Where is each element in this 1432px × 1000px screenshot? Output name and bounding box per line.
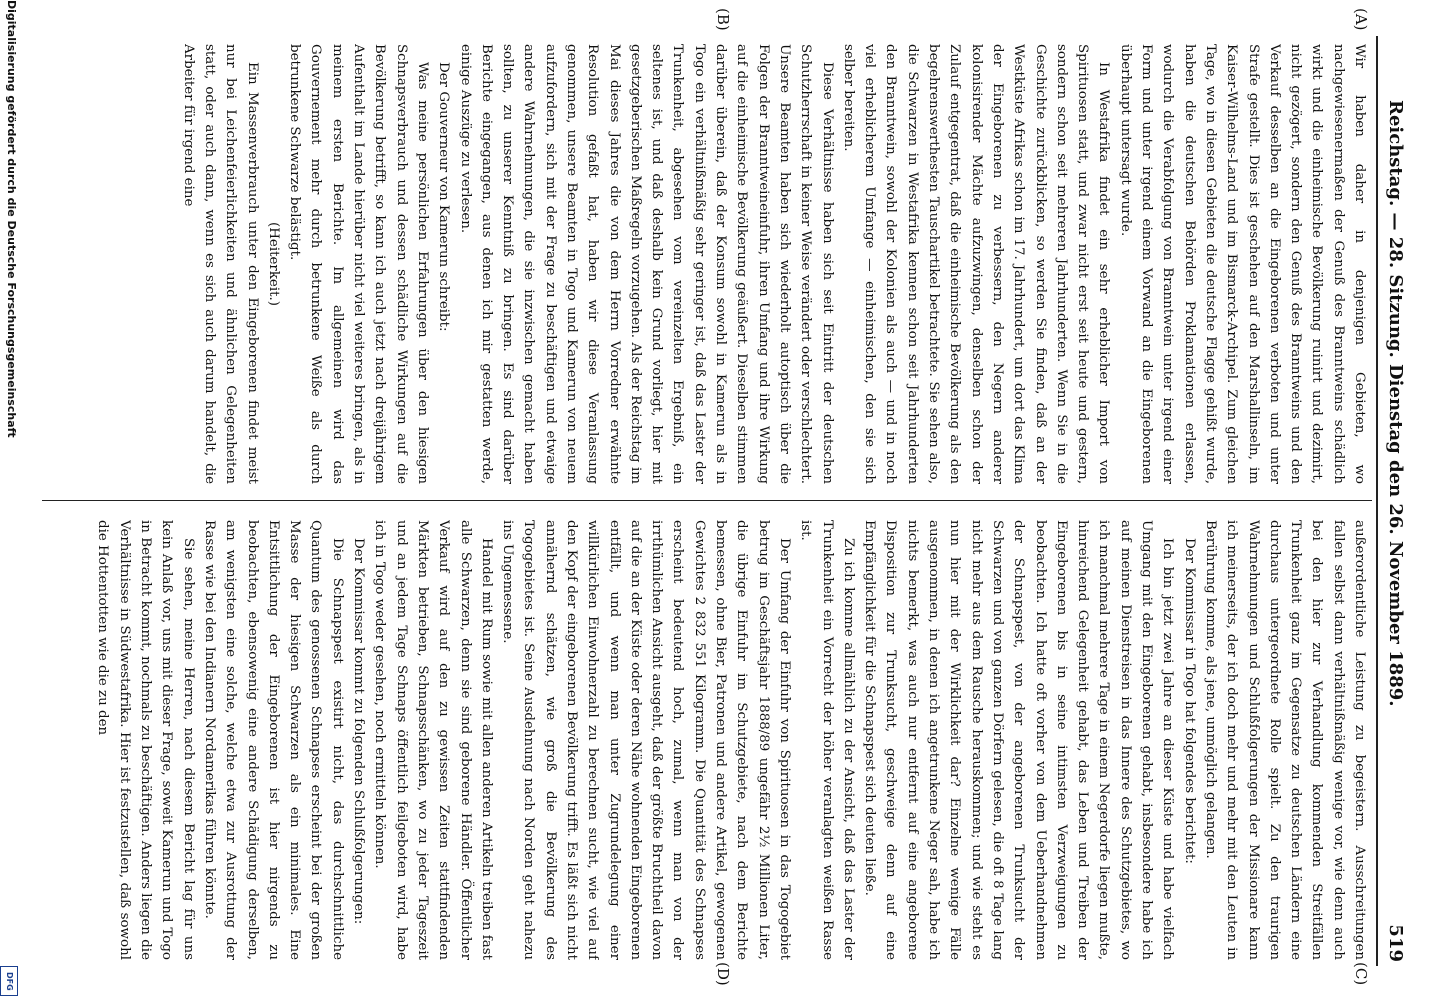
- paragraph: Der Kommissar kommt zu folgenden Schlußfolgerungen:: [351, 538, 367, 925]
- quote-paragraph: Was meine persönlichen Erfahrungen über den hiesigen Schnapsverbrauch und dessen schädliche Wirkungen auf die Bevölkerung betrifft, so kann ich auch jetzt nach dreijährigem Aufenthalt im Lande hierüber nicht viel weiteres bringen, als in meinem ersten Berichte. Im allgemeinen wird das Gouvernement mehr durch betrunkene Weiße als durch betrunkene Schwarze belästigt.: [287, 44, 430, 484]
- interjection: (Heiterkeit.): [265, 222, 281, 306]
- page-number: 519: [1385, 924, 1406, 962]
- header-rule: [1376, 36, 1378, 966]
- paragraph: Wir haben daher in denjenigen Gebieten, wo nachgewiesenermaßen der Genuß des Branntweins schädlich wirkt und die einheimische Bevölkerung ruinirt und dezimirt, nicht gezögert, sondern den Genuß des Branntweins und den Verkauf desselben an die Eingeborenen verboten und unter Strafe gestellt. Dies ist geschehen auf den Marshallinseln, im Kaiser-Wilhelms-Land und im Bismarck-Archipel. Zum gleichen Tage, wo in diesen Gebieten die deutsche Flagge gehißt wurde, haben die deutschen Behörden Proklamationen erlassen, wodurch die Verabfolgung von Branntwein unter irgend einer Form und unter irgend einem Vorwand an die Eingeborenen überhaupt untersagt wurde.: [1117, 44, 1367, 484]
- quote-paragraph: Ein Massenverbrauch unter den Eingeborenen findet meist nur bei Leichenfeierlichkeiten und ähnlichen Gelegenheiten statt, oder auch dann, wenn es sich auch darum handelt, die Arbeiter für irgend eine: [180, 44, 260, 484]
- paragraph: Der Kommissar in Togo hat folgendes berichtet:: [1181, 538, 1197, 864]
- paragraph: Sie sehen, meine Herren, nach diesem Bericht lag für uns kein Anlaß vor, uns mit dieser Frage, soweit Kamerun und Togo in Betracht kommt, nochmals zu beschäftigen. Anders liegen die Verhältnisse in Südwestafrika. Hier ist festzustellen, daß sowohl die Hottentotten wie die zu den: [95, 520, 196, 960]
- paragraph: Der Gouverneur von Kamerun schreibt:: [436, 62, 452, 332]
- paragraph: In Westafrika findet ein sehr erheblicher Import von Spirituosen statt, und zwar nicht erst seit heute und gestern, sondern schon seit mehreren Jahrhunderten. Wenn Sie in die Geschichte zurückblicken, so werden Sie finden, daß an der Westküste Afrikas schon im 17. Jahrhundert, um dort das Klima der Eingeborenen zu verbessern, den Negern anderer kolonisirender Mächte aufzuzwingen, denselben schon der Zulauf entgegentrat, daß die einheimische Bevölkerung als den begehrenswerthesten Tauschartikel betrachtete. Sie sehen also, die Schwarzen in Westafrika kennen schon seit Jahrhunderten den Branntwein, sowohl der Kolonien als auch — und in noch viel erheblicherem Umfange — einheimischen, den sie sich selber bereiten.: [840, 44, 1112, 484]
- quote-paragraph: Ich bin jetzt zwei Jahre an dieser Küste und habe vielfach Umgang mit den Eingeborenen gehabt, insbesondere habe ich auf meinen Dienstreisen in das Innere des Schutzgebietes, wo ich manchmal mehrere Tage in einem Negerdorfe liegen mußte, hinreichend Gelegenheit gehabt, das Leben und Treiben der Eingeborenen bis in seine intimsten Verzweigungen zu beobachten. Ich hatte oft vorher von dem Ueberhandnehmen der Schnapspest, von der angeborenen Trunksucht der Schwarzen und von ganzen Dörfern gelesen, die oft 8 Tage lang nicht mehr aus dem Rausche herauskommen; und wie steht es nun hier mit der Wirklichkeit dar? Einzelne wenige Fälle ausgenommen, in denen ich angetrunkene Neger sah, habe ich nichts bemerkt, was auch nur entfernt auf eine angeborene Disposition zur Trunksucht, geschweige denn auf eine Empfänglichkeit für die Schnapspest sich deuten ließe.: [862, 520, 1176, 960]
- margin-mark-b: (B): [714, 8, 732, 31]
- quote-paragraph: Die Schnapspest existirt nicht, das durchschnittliche Quantum des genossenen Schnapses erscheint bei der großen Masse der hiesigen Schwarzen als ein minimales. Eine Entsittlichung der Eingeborenen ist hier nirgends zu beobachten, ebensowenig eine andere Schädigung derselben, am wenigsten eine solche, welche etwa zur Ausrottung der Rasse wie bei den Indianern Nordamerikas führen könnte.: [201, 520, 345, 960]
- left-column: [50, 44, 1370, 484]
- digitization-note: Digitalisierung gefördert durch die Deutsche Forschungsgemeinschaft: [5, 0, 18, 438]
- quote-paragraph: Handel mit Rum sowie mit allen anderen Artikeln treiben fast alle Schwarzen, denn sie sind geborene Händler. Öffentlicher Verkauf wird auf den zu gewissen Zeiten stattfindenden Märkten betrieben, Schnapsschänken, wo zu jeder Tageszeit und an jedem Tage Schnaps öffentlich feilgeboten wird, habe ich in Togo weder gesehen, noch ermitteln können.: [372, 520, 494, 960]
- running-head: Reichstag. — 28. Sitzung. Dienstag den 26. November 1889.: [1385, 100, 1406, 707]
- digitization-footer: [2, 0, 20, 1000]
- right-column: [50, 520, 1370, 960]
- margin-mark-d: (D): [714, 962, 732, 986]
- paragraph: Diese Verhältnisse haben sich seit Eintritt der deutschen Schutzherrschaft in keiner Weise verändert oder verschlechtert. Unsere Beamten haben sich wiederholt autoptisch über die Folgen der Branntweineinfuhr, ihren Umfang und ihre Wirkung auf die einheimische Bevölkerung geäußert. Dieselben stimmen darüber überein, daß der Konsum sowohl in Kamerun als in Togo ein verhältnißmäßig sehr geringer ist, daß das Laster der Trunkenheit, abgesehen vom vereinzelten Ergebniß, ein seltenes ist, und daß deshalb kein Grund vorliegt, hier mit gesetzgeberischen Maßregeln vorzugehen. Als der Reichstag im Mai dieses Jahres die von dem Herrn Vorredner erwähnte Resolution gefaßt hat, haben wir diese Veranlassung genommen, unsere Beamten in Togo und Kamerun von neuem aufzufordern, sich mit der Frage zu beschäftigen und etwaige andere Wahrnehmungen, die sie inzwischen gemacht haben sollten, zu unserer Kenntniß zu bringen. Es sind darüber Berichte eingegangen, aus denen ich mir gestatten werde, einige Auszüge zu verlesen.: [457, 44, 835, 484]
- quote-paragraph: Der Umfang der Einfuhr von Spirituosen in das Togogebiet betrug im Geschäftsjahr 1888/89 ungefähr 2½ Millionen Liter, die übrige Einfuhr im Schutzgebiete, nach dem Berichte bemessen, ohne Bier, Patronen und andere Artikel, gewogenen Gewichtes 2 832 551 Kilogramm. Die Quantität des Schnapses erscheint bedeutend hoch, zumal, wenn man von der irrthümlichen Ansicht ausgeht, daß der größte Bruchtheil davon auf die an der Küste oder deren Nähe wohnenden Eingeborenen entfällt, und wenn man unter Zugrundelegung einer willkürlichen Einwohnerzahl zu berechnen sucht, wie viel auf den Kopf der eingeborenen Bevölkerung trifft. Es läßt sich nicht annähernd schätzen, wie groß die Bevölkerung des Togogebietes ist. Seine Ausdehnung nach Norden geht nahezu ins Ungemessene.: [500, 520, 792, 960]
- paragraph: außerordentliche Leistung zu begeistern. Ausschreitungen fallen selbst dann verhältnißmäßig wenige vor, wie denn auch bei den hier zur Verhandlung kommenden Streitfällen Trunkenheit ganz im Gegensatze zu deutschen Ländern eine durchaus untergeordnete Rolle spielt. Zu den traurigen Wahrnehmungen und Schlußfolgerungen der Missionare kann ich meinerseits, der ich doch mehr und mehr mit den Leuten in Berührung komme, als jene, unmöglich gelangen.: [1202, 520, 1367, 960]
- dfg-logo: [0, 966, 18, 996]
- quote-paragraph: Zu ich komme allmählich zu der Ansicht, daß das Laster der Trunkenheit ein Vorrecht der höher veranlagten weißen Rasse ist.: [798, 520, 856, 960]
- dfg-logo-text: DFG: [5, 971, 14, 991]
- page-header: [1382, 40, 1410, 962]
- margin-mark-a: (A): [1352, 8, 1370, 31]
- column-divider: [42, 500, 1372, 501]
- margin-mark-c: (C): [1352, 962, 1370, 986]
